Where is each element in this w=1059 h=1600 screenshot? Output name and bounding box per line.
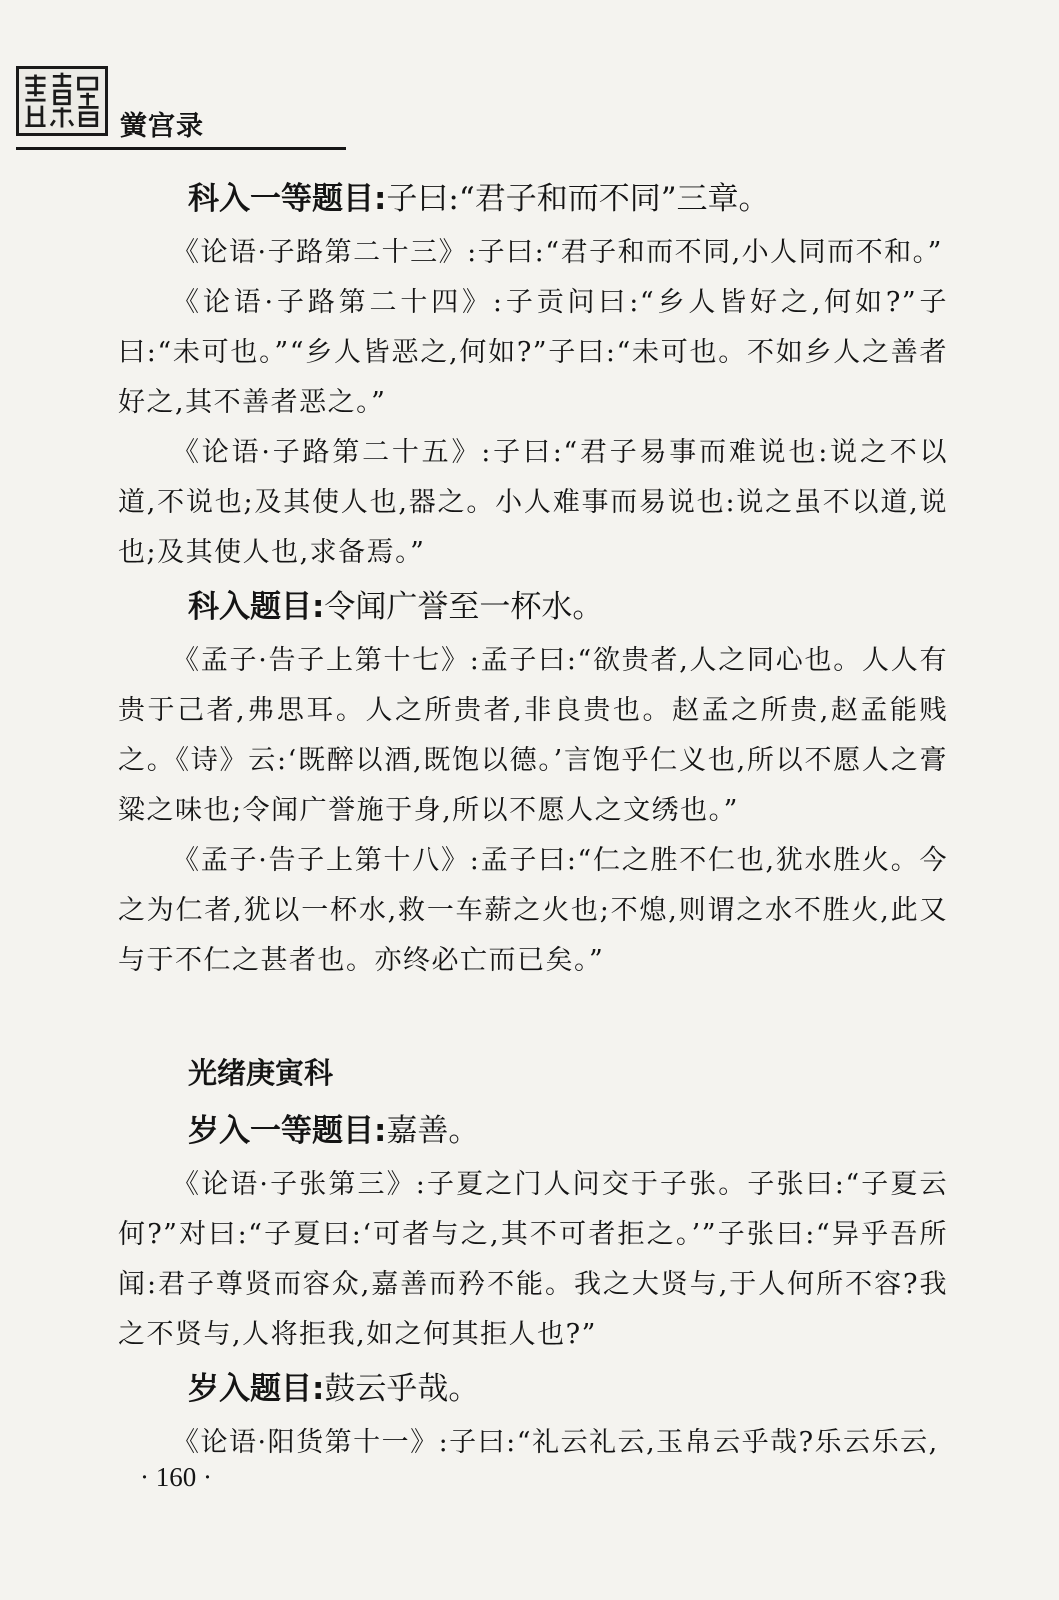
seal-logo-icon xyxy=(16,66,108,136)
exam-topic-heading xyxy=(118,1102,948,1160)
citation-paragraph: 《论语·子路第二十五》:子曰:“君子易事而难说也:说之不以道,不说也;及其使人也,器之。小人难事而易说也:说之虽不以道,说也;及其使人也,求备焉。” xyxy=(118,437,948,568)
citation-paragraph: 《论语·阳货第十一》:子曰:“礼云礼云,玉帛云乎哉?乐云乐云, xyxy=(172,1427,939,1458)
running-head-title: 黉宫录 xyxy=(120,111,204,142)
page-number: · 160 · xyxy=(140,1462,212,1492)
citation-paragraph: 《孟子·告子上第十七》:孟子曰:“欲贵者,人之同心也。人人有贵于己者,弗思耳。人之所贵者,非良贵也。赵孟之所贵,赵孟能贱之。《诗》云:‘既醉以酒,既饱以德。’言饱乎仁义也,所以不愿人之膏粱之味也;令闻广誉施于身,所以不愿人之文绣也。” xyxy=(118,645,948,826)
citation-paragraph: 《孟子·告子上第十八》:孟子曰:“仁之胜不仁也,犹水胜火。今之为仁者,犹以一杯水,救一车薪之火也;不熄,则谓之水不胜火,此又与于不仁之甚者也。亦终必亡而已矣。” xyxy=(118,845,948,976)
topic-label: 岁入题目: xyxy=(188,1371,325,1407)
page-body xyxy=(118,170,948,1468)
topic-text: 嘉善。 xyxy=(386,1113,480,1149)
topic-label: 科入题目: xyxy=(188,589,325,625)
topic-text: 鼓云乎哉。 xyxy=(324,1371,480,1407)
citation-paragraph: 《论语·子路第二十三》:子曰:“君子和而不同,小人同而不和。” xyxy=(172,237,943,268)
topic-text: 令闻广誉至一杯水。 xyxy=(324,589,604,625)
section-heading: 光绪庚寅科 xyxy=(188,1056,334,1090)
citation-paragraph: 《论语·子路第二十四》:子贡问曰:“乡人皆好之,何如?”子曰:“未可也。”“乡人皆恶之,何如?”子曰:“未可也。不如乡人之善者好之,其不善者恶之。” xyxy=(118,287,948,418)
topic-text: 子曰:“君子和而不同”三章。 xyxy=(386,181,770,217)
seal-logo-graphic xyxy=(19,69,105,133)
citation-paragraph: 《论语·子张第三》:子夏之门人问交于子张。子张曰:“子夏云何?”对曰:“子夏曰:‘可者与之,其不可者拒之。’”子张曰:“异乎吾所闻:君子尊贤而容众,嘉善而矜不能。我之大贤与,于人何所不容?我之不贤与,人将拒我,如之何其拒人也?” xyxy=(118,1169,948,1350)
exam-topic-heading xyxy=(118,170,948,228)
header-rule xyxy=(16,147,346,150)
topic-label: 科入一等题目: xyxy=(188,181,387,217)
exam-topic-heading xyxy=(118,1360,948,1418)
exam-topic-heading xyxy=(118,578,948,636)
topic-label: 岁入一等题目: xyxy=(188,1113,387,1149)
